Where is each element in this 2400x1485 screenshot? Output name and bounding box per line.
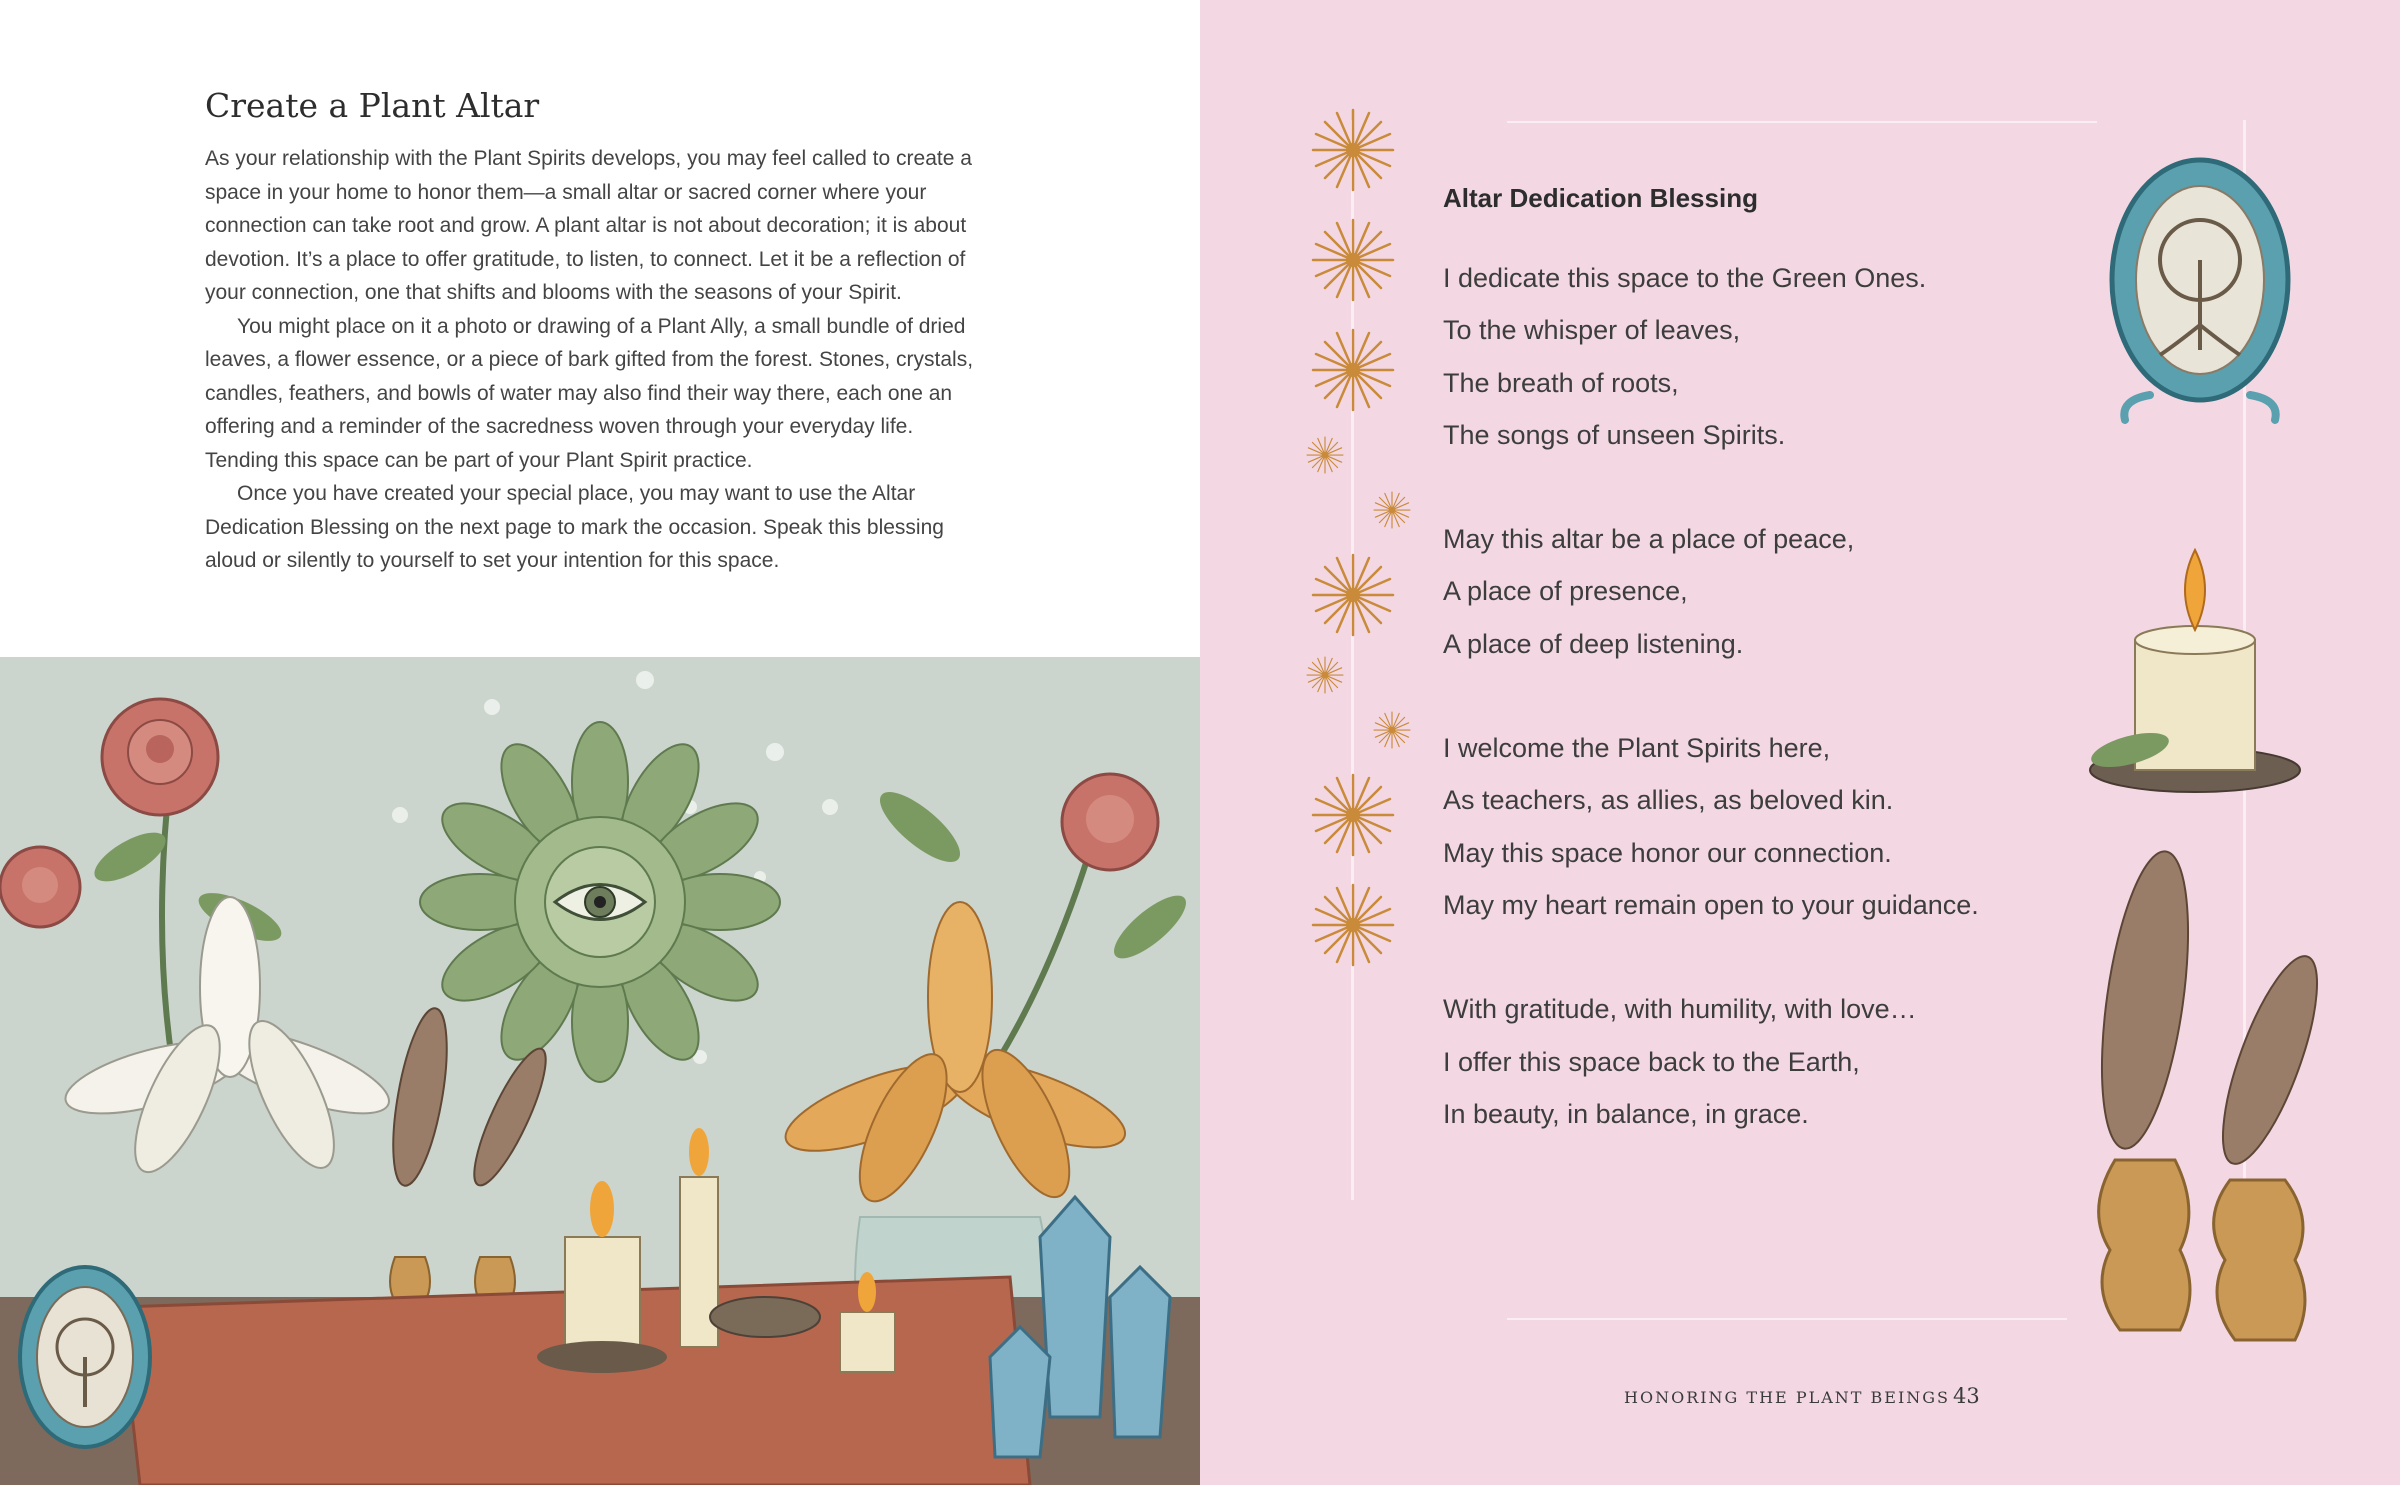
orange-lily-icon bbox=[776, 902, 1135, 1213]
paragraph-1: As your relationship with the Plant Spirits develops, you may feel called to create a space in your home to honor them—a small altar or sacred corner where your connection can take root and grow. A plant altar is not about decoration; it is about devotion. It’s a place to offer gratitude, to listen, to connect. Let it be a reflection of your connection, one that shifts and blooms with the seasons of your Spirit. bbox=[205, 147, 972, 304]
blessing-text bbox=[1443, 252, 2143, 1192]
sparkle-star-icon bbox=[1313, 555, 1393, 635]
stanza-2 bbox=[1443, 513, 2143, 670]
sparkle-star-icon bbox=[1374, 712, 1410, 748]
stanza-1 bbox=[1443, 252, 2143, 461]
sparkle-star-icon bbox=[1313, 775, 1393, 855]
blessing-line: May this altar be a place of peace, bbox=[1443, 524, 1855, 555]
sparkle-star-icon bbox=[1313, 110, 1393, 190]
bottom-divider bbox=[1507, 1318, 2067, 1320]
tree-of-life-icon bbox=[20, 1267, 150, 1447]
body-text bbox=[205, 142, 990, 578]
feather-quill-icon bbox=[383, 1005, 558, 1317]
blessing-line: In beauty, in balance, in grace. bbox=[1443, 1098, 1809, 1129]
blessing-line: To the whisper of leaves, bbox=[1443, 315, 1741, 346]
blessing-line: I dedicate this space to the Green Ones. bbox=[1443, 263, 1927, 293]
blessing-line: With gratitude, with humility, with love… bbox=[1443, 994, 1917, 1025]
rose-icon bbox=[870, 774, 1195, 1057]
candle-icon bbox=[2088, 550, 2300, 792]
sparkle-star-icon bbox=[1307, 657, 1343, 693]
sparkle-star-icon bbox=[1374, 492, 1410, 528]
sparkle-star-icon bbox=[1313, 885, 1393, 965]
altar-objects bbox=[2060, 110, 2390, 1360]
page-number: 43 bbox=[1953, 1384, 1980, 1408]
blessing-line: I welcome the Plant Spirits here, bbox=[1443, 733, 1831, 764]
sparkle-star-icon bbox=[1313, 220, 1393, 300]
right-page bbox=[1200, 0, 2400, 1485]
candle-icon bbox=[537, 1128, 895, 1373]
paragraph-3: Once you have created your special place, you may want to use the Altar Dedication Blessing on the next page to mark the occasion. Speak this blessing aloud or silently to yourself to set your intention for this space. bbox=[205, 482, 944, 572]
blessing-line: May my heart remain open to your guidance. bbox=[1443, 889, 1979, 920]
paragraph-2: You might place on it a photo or drawing of a Plant Ally, a small bundle of dried leaves, a flower essence, or a piece of bark gifted from the forest. Stones, crystals, candles, feathers, and bowls of water may also find their way there, each one an offering and a reminder of the sacredness woven through your everyday life. Tending this space can be part of your Plant Spirit practice. bbox=[205, 314, 974, 472]
blessing-title: Altar Dedication Blessing bbox=[1443, 183, 1758, 213]
white-lily-icon bbox=[59, 897, 399, 1183]
blessing-line: I offer this space back to the Earth, bbox=[1443, 1046, 1860, 1077]
top-divider bbox=[1507, 121, 2097, 123]
incense-bowl-icon bbox=[710, 1297, 820, 1337]
blessing-line: The breath of roots, bbox=[1443, 367, 1679, 398]
mandala-icon bbox=[420, 722, 780, 1082]
sparkle-star-icon bbox=[1307, 437, 1343, 473]
stanza-3 bbox=[1443, 722, 2143, 931]
altar-illustration bbox=[0, 657, 1200, 1485]
blessing-line: A place of deep listening. bbox=[1443, 628, 1744, 659]
sparkle-star-icon bbox=[1313, 330, 1393, 410]
page-title: Create a Plant Altar bbox=[205, 86, 540, 125]
sparkle-column bbox=[1300, 90, 1460, 990]
running-footer: HONORING THE PLANT BEINGS bbox=[1624, 1388, 1951, 1407]
stanza-4 bbox=[1443, 983, 2143, 1140]
blessing-line: A place of presence, bbox=[1443, 576, 1688, 607]
blessing-line: As teachers, as allies, as beloved kin. bbox=[1443, 785, 1894, 816]
feather-quill-icon bbox=[2086, 846, 2335, 1340]
tree-of-life-icon bbox=[2112, 160, 2288, 420]
blessing-line: May this space honor our connection. bbox=[1443, 837, 1892, 868]
blessing-line: The songs of unseen Spirits. bbox=[1443, 419, 1786, 450]
